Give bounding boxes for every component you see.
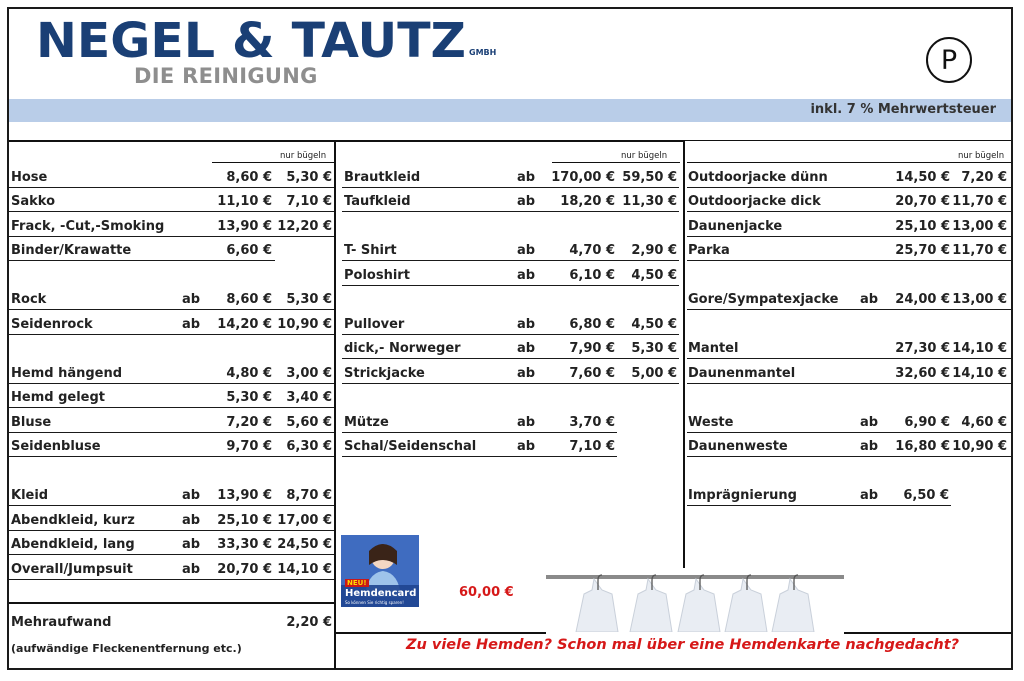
promo-line-left	[336, 632, 546, 634]
table-row	[9, 411, 334, 433]
item-price: 20,70 €	[217, 562, 272, 577]
table-row	[687, 484, 951, 506]
item-iron-price: 11,70 €	[952, 194, 1007, 209]
item-ab: ab	[517, 243, 536, 258]
item-name: Daunenjacke	[688, 219, 783, 234]
item-iron-price: 5,30 €	[631, 341, 677, 356]
item-ab: ab	[517, 366, 536, 381]
item-name: Rock	[11, 292, 47, 307]
item-price: 7,10 €	[569, 439, 615, 454]
table-row	[9, 215, 334, 237]
item-price: 9,70 €	[226, 439, 272, 454]
item-iron-price: 7,20 €	[961, 170, 1007, 185]
promo-line-right	[844, 632, 1011, 634]
item-iron-price: 10,90 €	[952, 439, 1007, 454]
table-row	[687, 337, 1011, 359]
item-price: 170,00 €	[551, 170, 615, 185]
item-price: 33,30 €	[217, 537, 272, 552]
item-iron-price: 12,20 €	[277, 219, 332, 234]
item-name: Pullover	[344, 317, 405, 332]
item-price: 5,30 €	[226, 390, 272, 405]
item-name: Overall/Jumpsuit	[11, 562, 133, 577]
table-row	[342, 190, 679, 212]
item-ab: ab	[182, 513, 201, 528]
item-iron-price: 14,10 €	[952, 366, 1007, 381]
item-ab: ab	[860, 488, 879, 503]
item-ab: ab	[860, 292, 879, 307]
extra-note: (aufwändige Fleckenentfernung etc.)	[11, 642, 242, 655]
item-price: 13,90 €	[217, 219, 272, 234]
item-name: Hemd gelegt	[11, 390, 105, 405]
item-iron-price: 3,00 €	[286, 366, 332, 381]
item-price: 27,30 €	[895, 341, 950, 356]
item-name: Abendkleid, lang	[11, 537, 135, 552]
col1-header-iron: nur bügeln	[280, 151, 327, 161]
table-row	[9, 533, 334, 555]
item-price: 11,10 €	[217, 194, 272, 209]
item-name: Mehraufwand	[11, 615, 112, 630]
item-iron-price: 5,30 €	[286, 170, 332, 185]
item-iron-price: 2,20 €	[286, 615, 332, 630]
item-name: Schal/Seidenschal	[344, 439, 477, 454]
item-iron-price: 8,70 €	[286, 488, 332, 503]
col1-header-line	[212, 162, 334, 163]
item-price: 8,60 €	[226, 170, 272, 185]
parking-icon	[926, 37, 972, 83]
item-name: Seidenbluse	[11, 439, 101, 454]
item-price: 7,20 €	[226, 415, 272, 430]
table-row	[9, 166, 334, 188]
card-tagline: So können Sie richtig sparen!	[345, 600, 404, 605]
brand-subtitle: DIE REINIGUNG	[134, 64, 318, 88]
table-top-line-right	[685, 140, 1011, 141]
item-name: Strickjacke	[344, 366, 425, 381]
item-name: Hemd hängend	[11, 366, 123, 381]
item-iron-price: 10,90 €	[277, 317, 332, 332]
item-price: 6,50 €	[903, 488, 949, 503]
table-row	[342, 313, 679, 335]
col3-header-iron: nur bügeln	[958, 151, 1005, 161]
item-name: Hose	[11, 170, 48, 185]
brand-gmbh: GMBH	[469, 48, 497, 57]
item-name: Brautkleid	[344, 170, 421, 185]
item-iron-price: 2,90 €	[631, 243, 677, 258]
item-iron-price: 4,50 €	[631, 317, 677, 332]
column-divider-2	[683, 140, 685, 568]
item-name: T- Shirt	[344, 243, 397, 258]
item-name: Frack, -Cut,-Smoking	[11, 219, 165, 234]
table-row	[342, 239, 679, 261]
item-name: Seidenrock	[11, 317, 93, 332]
item-ab: ab	[517, 268, 536, 283]
table-row	[9, 611, 334, 633]
item-iron-price: 6,30 €	[286, 439, 332, 454]
item-iron-price: 11,30 €	[622, 194, 677, 209]
item-name: Abendkleid, kurz	[11, 513, 135, 528]
table-row	[687, 190, 1011, 212]
item-name: Imprägnierung	[688, 488, 797, 503]
extra-section-line	[9, 602, 336, 604]
table-row	[687, 435, 1011, 457]
column-divider-1	[334, 140, 336, 669]
item-price: 20,70 €	[895, 194, 950, 209]
item-iron-price: 4,60 €	[961, 415, 1007, 430]
item-price: 6,60 €	[226, 243, 272, 258]
card-title: Hemdencard	[345, 588, 417, 599]
table-row	[9, 386, 334, 408]
tax-note: inkl. 7 % Mehrwertsteuer	[810, 102, 996, 117]
item-price: 25,10 €	[895, 219, 950, 234]
item-price: 14,50 €	[895, 170, 950, 185]
item-ab: ab	[860, 415, 879, 430]
item-ab: ab	[517, 170, 536, 185]
item-price: 25,70 €	[895, 243, 950, 258]
item-iron-price: 4,50 €	[631, 268, 677, 283]
table-row	[9, 558, 334, 580]
item-ab: ab	[182, 488, 201, 503]
item-price: 7,90 €	[569, 341, 615, 356]
item-name: Gore/Sympatexjacke	[688, 292, 839, 307]
item-price: 4,80 €	[226, 366, 272, 381]
table-row	[9, 435, 334, 457]
item-name: Outdoorjacke dünn	[688, 170, 828, 185]
item-iron-price: 13,00 €	[952, 292, 1007, 307]
item-price: 25,10 €	[217, 513, 272, 528]
item-price: 6,90 €	[904, 415, 950, 430]
parking-symbol: P	[940, 44, 958, 76]
table-top-line-left	[9, 140, 685, 142]
item-ab: ab	[182, 562, 201, 577]
item-price: 8,60 €	[226, 292, 272, 307]
table-row	[9, 239, 275, 261]
item-ab: ab	[517, 439, 536, 454]
item-price: 32,60 €	[895, 366, 950, 381]
item-price: 7,60 €	[569, 366, 615, 381]
item-name: Sakko	[11, 194, 56, 209]
item-name: Mütze	[344, 415, 389, 430]
item-iron-price: 24,50 €	[277, 537, 332, 552]
item-price: 14,20 €	[217, 317, 272, 332]
table-row	[342, 435, 617, 457]
table-row	[342, 337, 679, 359]
shirt-rack-image	[546, 572, 844, 632]
table-row	[9, 190, 334, 212]
item-name: Weste	[688, 415, 734, 430]
item-iron-price: 7,10 €	[286, 194, 332, 209]
item-name: dick,- Norweger	[344, 341, 461, 356]
item-name: Outdoorjacke dick	[688, 194, 821, 209]
item-iron-price: 17,00 €	[277, 513, 332, 528]
table-row	[342, 411, 617, 433]
item-ab: ab	[860, 439, 879, 454]
table-row	[9, 484, 334, 506]
table-row	[687, 166, 1011, 188]
table-row	[9, 313, 334, 335]
brand-name: NEGEL & TAUTZ	[36, 17, 466, 63]
card-badge: NEU!	[347, 579, 367, 587]
item-price: 4,70 €	[569, 243, 615, 258]
table-row	[687, 215, 1011, 237]
col3-header-line	[687, 162, 1011, 163]
item-name: Kleid	[11, 488, 49, 503]
item-ab: ab	[182, 537, 201, 552]
item-iron-price: 59,50 €	[622, 170, 677, 185]
item-iron-price: 5,60 €	[286, 415, 332, 430]
item-name: Parka	[688, 243, 730, 258]
item-iron-price: 14,10 €	[952, 341, 1007, 356]
item-price: 24,00 €	[895, 292, 950, 307]
item-ab: ab	[517, 415, 536, 430]
col2-header-iron: nur bügeln	[621, 151, 668, 161]
item-iron-price: 11,70 €	[952, 243, 1007, 258]
item-name: Bluse	[11, 415, 52, 430]
col2-header-line	[552, 162, 680, 163]
item-ab: ab	[517, 341, 536, 356]
item-price: 6,10 €	[569, 268, 615, 283]
item-name: Mantel	[688, 341, 739, 356]
item-name: Poloshirt	[344, 268, 410, 283]
table-row	[342, 362, 679, 384]
table-row	[687, 362, 1011, 384]
item-ab: ab	[182, 292, 201, 307]
item-price: 16,80 €	[895, 439, 950, 454]
promo-text: Zu viele Hemden? Schon mal über eine Hemdenkarte nachgedacht?	[406, 637, 960, 653]
item-name: Daunenmantel	[688, 366, 796, 381]
item-iron-price: 5,30 €	[286, 292, 332, 307]
table-row	[9, 509, 334, 531]
table-row	[687, 288, 1011, 310]
negel-tautz-logo	[36, 17, 506, 63]
table-row	[342, 166, 679, 188]
item-name: Taufkleid	[344, 194, 411, 209]
item-name: Daunenweste	[688, 439, 788, 454]
item-ab: ab	[517, 317, 536, 332]
item-iron-price: 3,40 €	[286, 390, 332, 405]
table-row	[687, 411, 1011, 433]
item-ab: ab	[182, 317, 201, 332]
item-iron-price: 13,00 €	[952, 219, 1007, 234]
item-price: 6,80 €	[569, 317, 615, 332]
item-price: 18,20 €	[560, 194, 615, 209]
table-row	[687, 239, 1011, 261]
table-row	[9, 362, 334, 384]
item-price: 13,90 €	[217, 488, 272, 503]
item-name: Binder/Krawatte	[11, 243, 132, 258]
item-iron-price: 14,10 €	[277, 562, 332, 577]
hemdencard-image	[341, 535, 419, 607]
table-row	[342, 264, 679, 286]
item-price: 3,70 €	[569, 415, 615, 430]
table-row	[9, 288, 334, 310]
item-ab: ab	[517, 194, 536, 209]
item-iron-price: 5,00 €	[631, 366, 677, 381]
hemdencard-price: 60,00 €	[459, 585, 514, 600]
